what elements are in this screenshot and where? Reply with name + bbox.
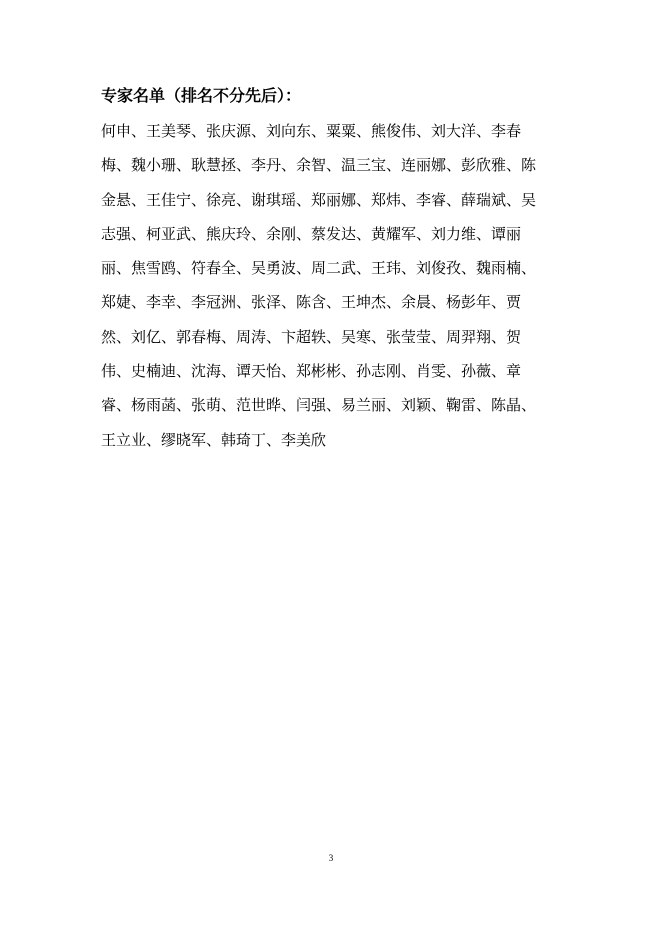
name-list-line: 金悬、王佳宁、徐亮、谢琪瑶、郑丽娜、郑炜、李睿、薛瑞斌、吴 — [101, 190, 537, 209]
expert-list-heading: 专家名单（排名不分先后）： — [101, 86, 302, 105]
name-list-line: 梅、魏小珊、耿慧拯、李丹、余智、温三宝、连丽娜、彭欣雅、陈 — [101, 156, 537, 175]
expert-name-list — [101, 120, 561, 463]
name-list-line: 然、刘亿、郭春梅、周涛、卞超轶、吴寒、张莹莹、周羿翔、贺 — [101, 327, 522, 346]
name-list-line: 志强、柯亚武、熊庆玲、余刚、蔡发达、黄耀军、刘力维、谭丽 — [101, 224, 522, 243]
name-list-line: 王立业、缪晓军、韩琦丁、李美欣 — [101, 430, 327, 449]
name-list-line: 伟、史楠迪、沈海、谭天怡、郑彬彬、孙志刚、肖雯、孙薇、章 — [101, 362, 522, 381]
page-number: 3 — [328, 853, 334, 863]
name-list-line: 郑婕、李幸、李冠洲、张泽、陈含、王坤杰、余晨、杨彭年、贾 — [101, 293, 522, 312]
name-list-line: 丽、焦雪鸥、符春全、吴勇波、周二武、王玮、刘俊孜、魏雨楠、 — [101, 259, 537, 278]
name-list-line: 睿、杨雨菡、张萌、范世晔、闫强、易兰丽、刘颖、鞠雷、陈晶、 — [101, 396, 537, 415]
name-list-line: 何申、王美琴、张庆源、刘向东、粟粟、熊俊伟、刘大洋、李春 — [101, 122, 522, 140]
